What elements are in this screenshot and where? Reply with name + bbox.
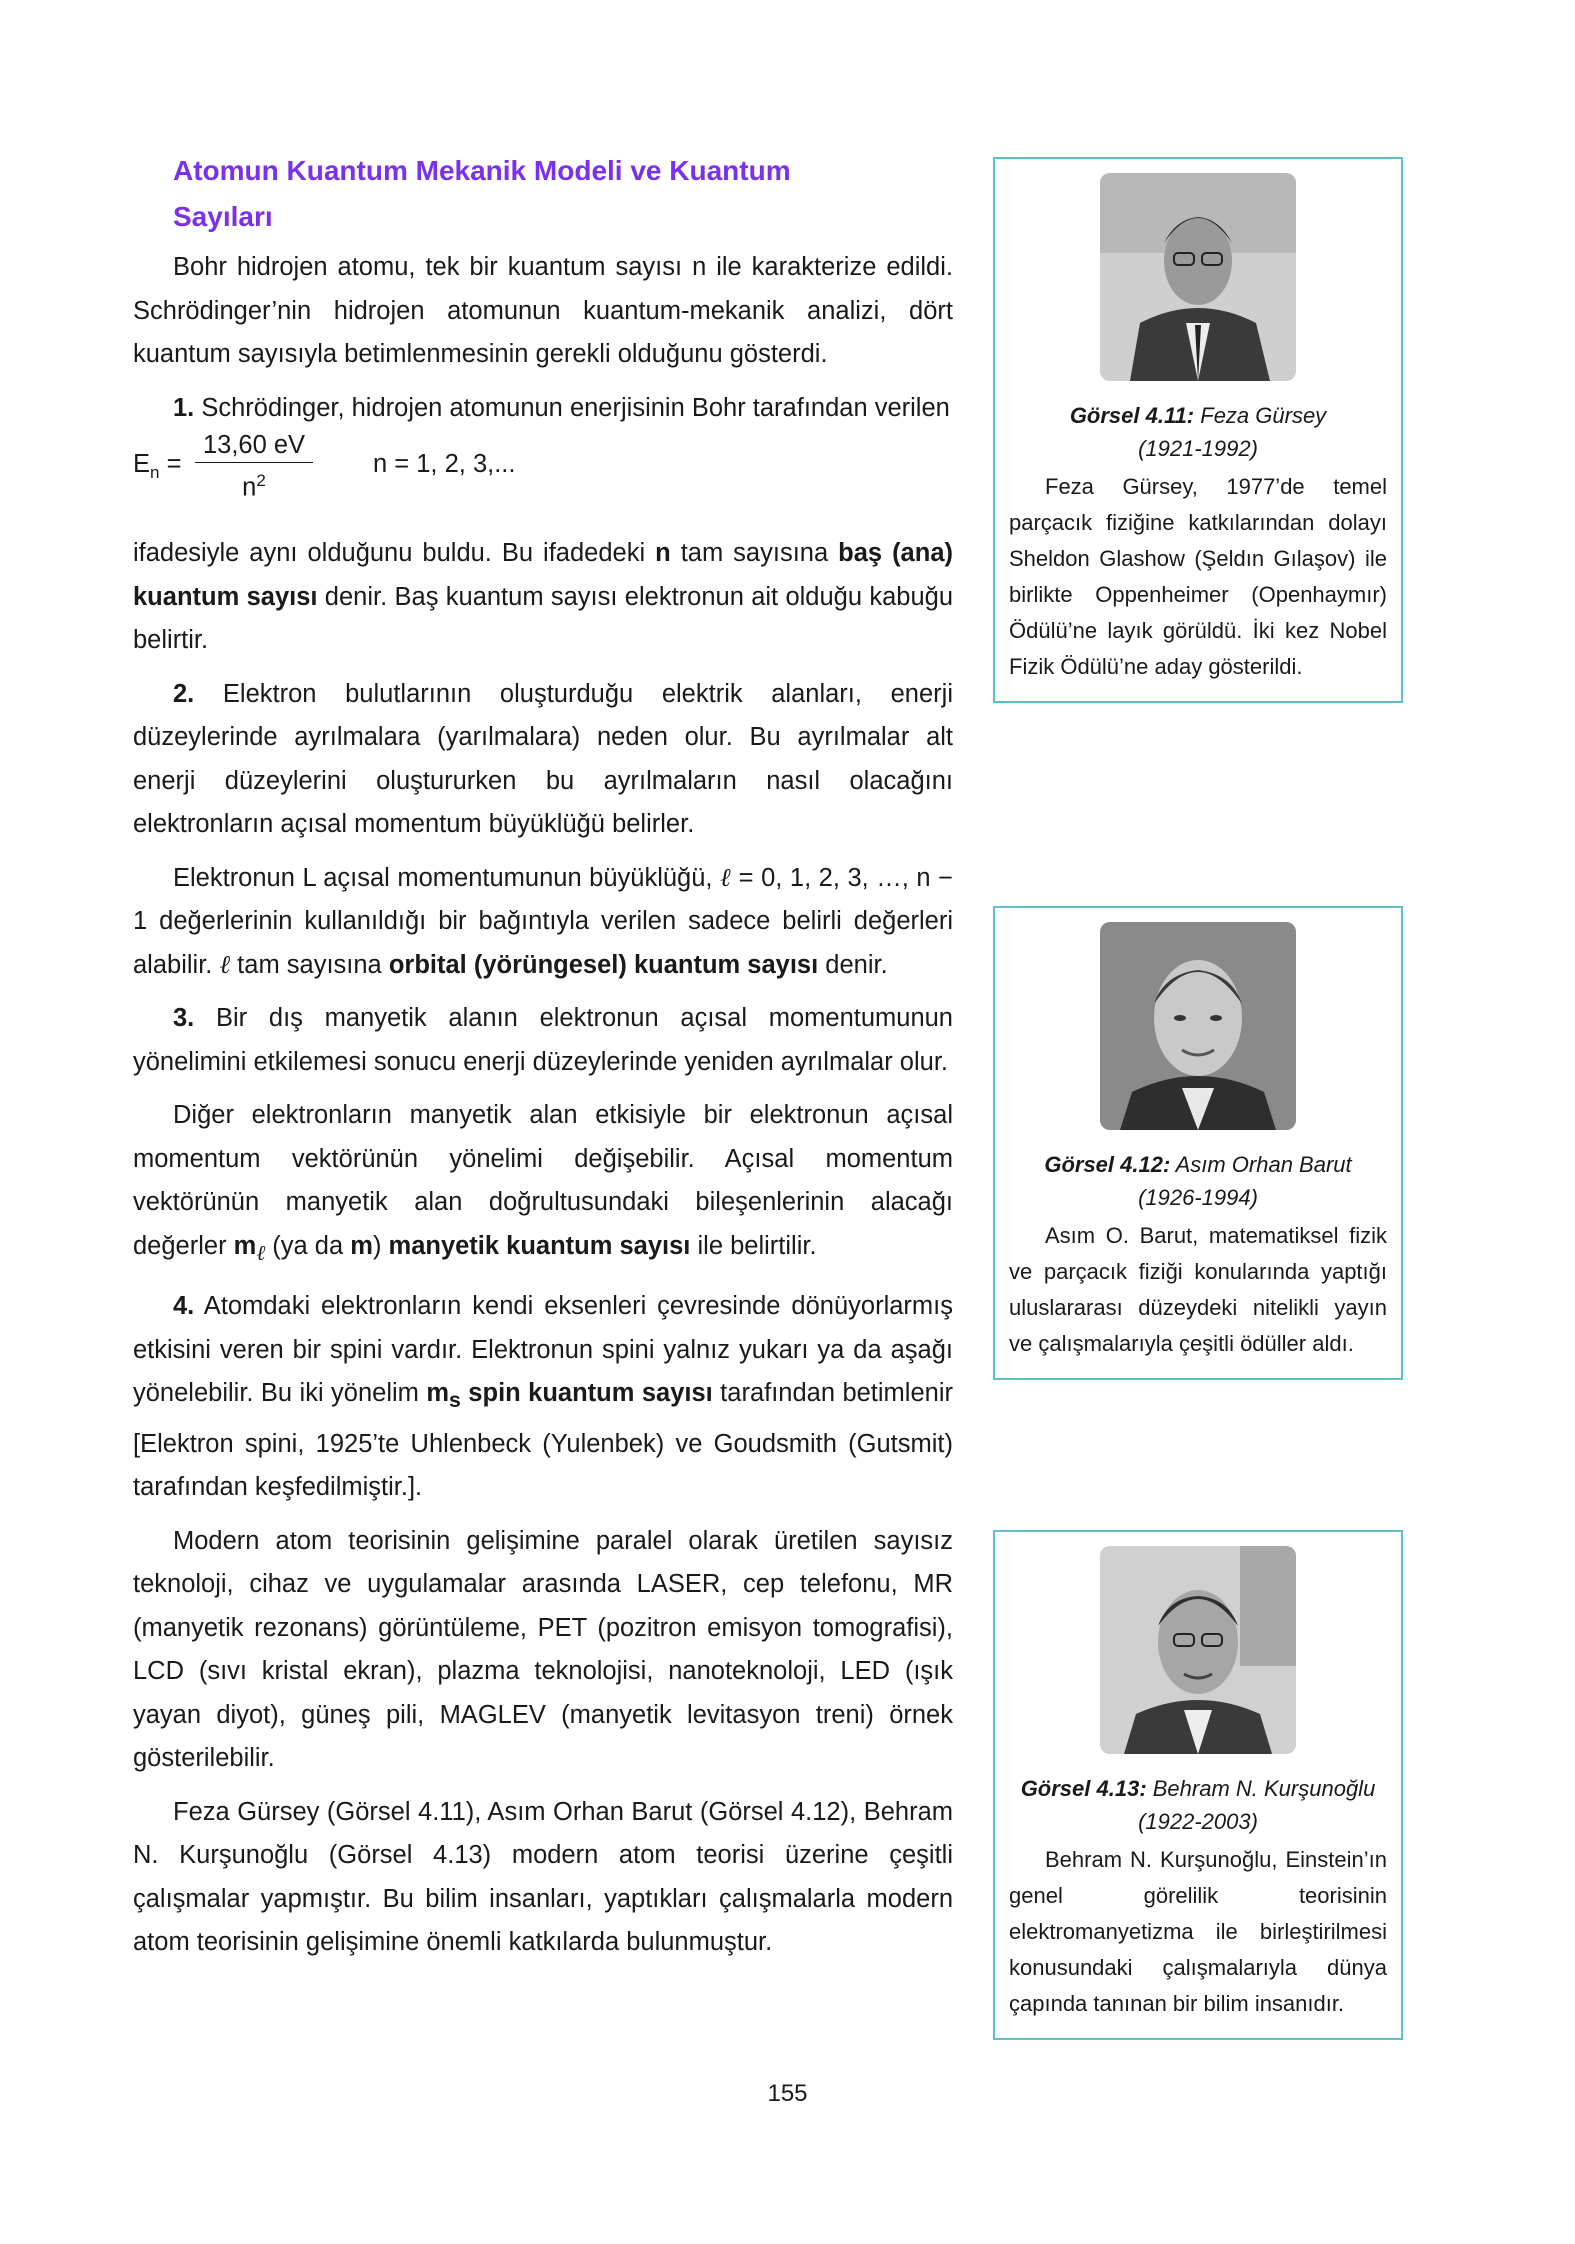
item-4-text-a: Atomdaki elektronların kendi eksenleri çevresinde dönüyorlarmış etkisini veren bir spini vardır. Elektronun spini yalnız yukarı ya da aşağı yönelebilir. Bu iki yönelim (133, 1292, 953, 1408)
item-2-text: Elektron bulutlarının oluşturduğu elektrik alanları, enerji düzeylerinde ayrılmalara (yarılmalara) neden olur. Bu ayrılmalar alt enerji düzeylerini oluştururken bu ayrılmaların nasıl olacağını elektronların açısal momentum büyüklüğü belirler. (133, 679, 953, 838)
item-3-detail-b: (ya da (265, 1231, 351, 1260)
item-1-number: 1. (173, 393, 195, 422)
m-plain: m (350, 1231, 373, 1260)
item-1-cont-c: denir. Baş kuantum sayısı elektronun ait olduğu kabuğu belirtir. (133, 582, 953, 654)
caption-4-13 (1009, 1772, 1387, 1805)
caption-label: Görsel 4.11: (1069, 403, 1195, 428)
caption-label: Görsel 4.12: (1044, 1152, 1171, 1177)
formula-lhs (133, 450, 181, 483)
page-number: 155 (767, 2080, 808, 2107)
item-4-text-b: tarafından betimlenir [Elektron spini, 1925’te Uhlenbeck (Yulenbek) ve Goudsmith (Gutsmit) tarafından keşfedilmiştir.]. (133, 1379, 953, 1502)
sidebar-box-gursey (993, 157, 1403, 703)
sidebar-description: Asım O. Barut, matematiksel fizik ve parçacık fiziği konularında yaptığı uluslararası düzeydeki nitelikli yayın ve çalışmalarıyla çeşitli ödüller aldı. (1009, 1223, 1387, 1356)
caption-4-11 (1009, 399, 1387, 432)
portrait-behram-kursunoglu (1100, 1546, 1296, 1754)
formula-numerator: 13,60 eV (195, 430, 313, 463)
caption-4-12 (1009, 1148, 1387, 1181)
m-symbol: m (233, 1231, 257, 1260)
scientists-paragraph: Feza Gürsey (Görsel 4.11), Asım Orhan Barut (Görsel 4.12), Behram N. Kurşunoğlu (Görsel 4.13) modern atom teorisi üzerine çeşitli çalışmalar yapmıştır. Bu bilim insanları, yaptıkları çalışmalarla modern atom teorisinin gelişimine önemli katkılarda bulunmuştur. (133, 1797, 953, 1957)
formula-den-n: n (242, 473, 257, 502)
item-3-detail (133, 1094, 953, 1275)
caption-years: (1926-1994) (1138, 1185, 1258, 1210)
item-3-text: Bir dış manyetik alanın elektronun açısal momentumunun yönelimini etkilemesi sonucu enerji düzeylerinde yeniden ayrılmalar olur. (133, 1004, 953, 1076)
item-3-detail-c: ) (372, 1231, 389, 1260)
item-1-n: n (655, 539, 671, 567)
ell-symbol: ℓ (720, 862, 732, 893)
caption-label: Görsel 4.13: (1020, 1776, 1147, 1801)
item-1-paragraph (133, 387, 953, 431)
portrait-feza-gursey (1100, 173, 1296, 381)
item-2-number: 2. (173, 679, 195, 708)
item-3-detail-a: Diğer elektronların manyetik alan etkisiyle bir elektronun açısal momentum vektörünün yönelimi değişebilir. Açısal momentum vektörünün manyetik alan doğrultusundaki bileşenlerinin alacağı değerler (133, 1101, 953, 1260)
item-1-cont-b: tam sayısına (670, 539, 839, 567)
item-1-continuation (133, 532, 953, 663)
item-2-detail (133, 857, 953, 988)
item-3-paragraph (133, 997, 953, 1084)
item-4-paragraph (133, 1285, 953, 1510)
sidebar-description: Feza Gürsey, 1977’de temel parçacık fiziğine katkılarından dolayı Sheldon Glashow (Şeldın Gılaşov) ile birlikte Oppenheimer (Openhaymır) Ödülü’ne layık görüldü. İki kez Nobel Fizik Ödülü’ne aday gösterildi. (1009, 474, 1387, 679)
item-2-detail-c: tam sayısına (230, 950, 389, 979)
section-heading: Atomun Kuantum Mekanik Modeli ve Kuantum Sayıları (173, 155, 791, 232)
sidebar-box-barut (993, 906, 1403, 1380)
ms-symbol: m (426, 1379, 450, 1408)
main-column (133, 148, 953, 1975)
caption-name: Behram N. Kurşunoğlu (1146, 1776, 1376, 1801)
item-1-cont-a: ifadesiyle aynı olduğunu buldu. Bu ifadedeki (133, 539, 656, 567)
item-2-term: orbital (yörüngesel) kuantum sayısı (388, 950, 819, 979)
caption-years: (1922-2003) (1138, 1809, 1258, 1834)
sidebar-box-kursunoglu (993, 1530, 1403, 2040)
formula-den-sup: 2 (256, 471, 266, 490)
item-3-detail-d: ile belirtilir. (690, 1231, 817, 1260)
item-3-number: 3. (173, 1004, 195, 1032)
sidebar-description: Behram N. Kurşunoğlu, Einstein’ın genel görelilik teorisinin elektromanyetizma ile birleştirilmesi konusundaki çalışmalarıyla dünya çapında tanınan bir bilim insanıdır. (1009, 1847, 1387, 2016)
ms-subscript: s (449, 1388, 461, 1413)
item-2-paragraph (133, 673, 953, 847)
item-2-detail-b: = 0, 1, 2, 3, …, n − 1 değerlerinin kullanıldığı bir bağıntıyla verilen sadece belirli değerleri alabilir. (133, 863, 954, 979)
item-4-term: spin kuantum sayısı (460, 1379, 713, 1408)
item-1-text: Schrödinger, hidrojen atomunun enerjisinin Bohr tarafından verilen (194, 393, 950, 422)
formula-e: E (133, 450, 151, 478)
item-1-term: baş (ana) kuantum sayısı (133, 539, 953, 611)
formula-denominator (195, 463, 313, 506)
caption-years: (1921-1992) (1138, 436, 1258, 461)
energy-formula (133, 430, 953, 518)
formula-condition: n = 1, 2, 3,... (373, 450, 516, 478)
intro-paragraph: Bohr hidrojen atomu, tek bir kuantum sayısı n ile karakterize edildi. Schrödinger’nin hidrojen atomunun kuantum-mekanik analizi, dört kuantum sayısıyla betimlenmesinin gerekli olduğunu gösterdi. (133, 253, 953, 368)
item-2-detail-a: Elektronun L açısal momentumunun büyüklüğü, (173, 863, 721, 892)
technology-paragraph: Modern atom teorisinin gelişimine paralel olarak üretilen sayısız teknoloji, cihaz ve uygulamalar arasında LASER, cep telefonu, MR (manyetik rezonans) görüntüleme, PET (pozitron emisyon tomografisi), LCD (sıvı kristal ekran), plazma teknolojisi, nanoteknoloji, LED (ışık yayan diyot), güneş pili, MAGLEV (manyetik levitasyon treni) örnek gösterilebilir. (133, 1526, 953, 1773)
ell-symbol: ℓ (219, 949, 231, 980)
portrait-asim-orhan-barut (1100, 922, 1296, 1130)
formula-fraction (195, 430, 313, 506)
ell-subscript: ℓ (256, 1240, 266, 1266)
caption-name: Asım Orhan Barut (1170, 1152, 1352, 1177)
item-4-number: 4. (173, 1292, 195, 1321)
formula-equals: = (166, 450, 182, 478)
caption-name: Feza Gürsey (1194, 403, 1327, 428)
item-3-term: manyetik kuantum sayısı (388, 1231, 691, 1260)
item-2-detail-d: denir. (818, 950, 888, 979)
formula-e-sub: n (150, 463, 160, 483)
